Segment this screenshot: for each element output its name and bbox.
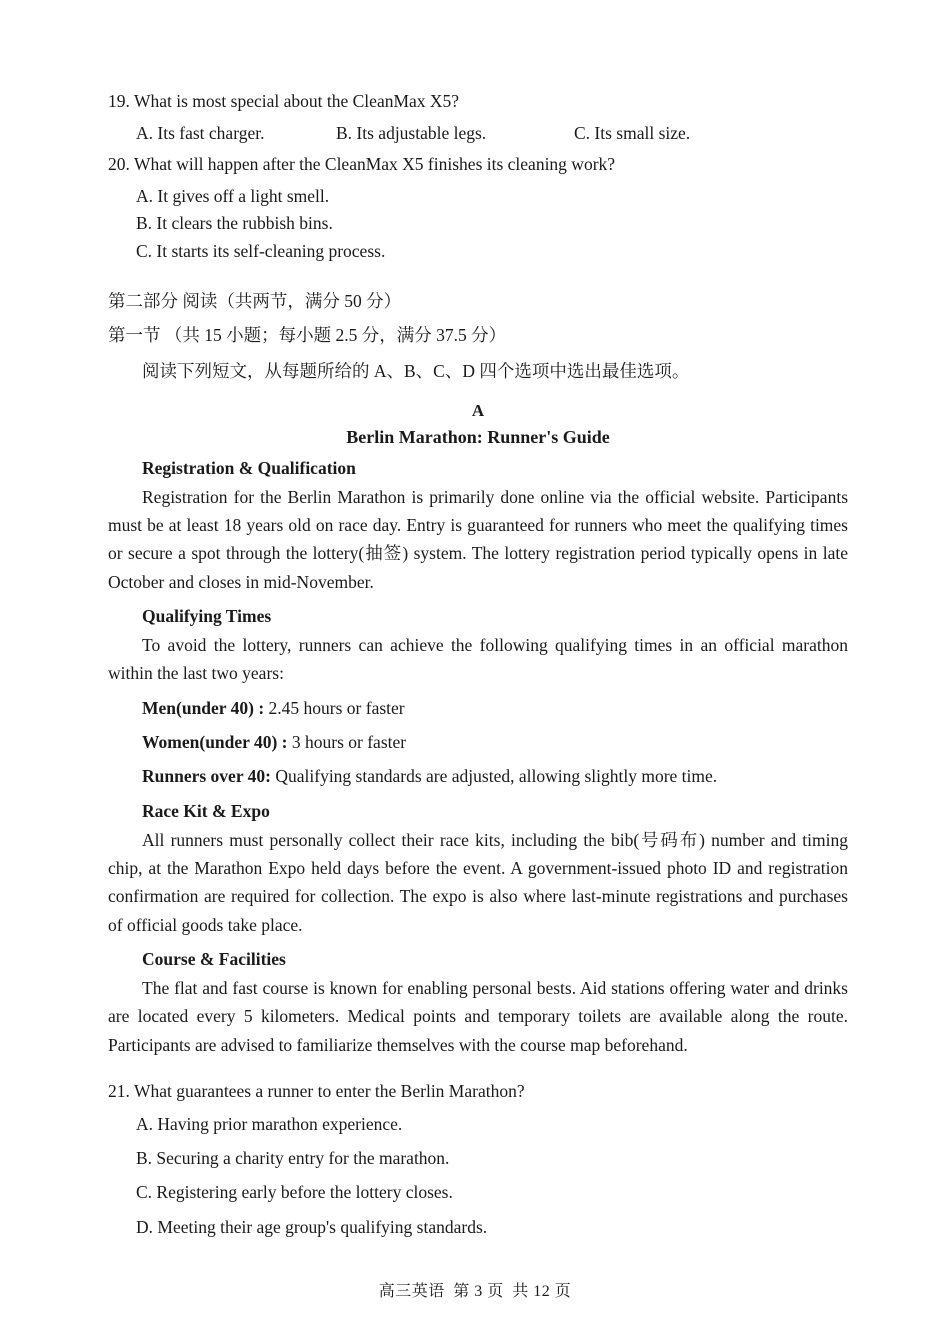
para-race-kit: All runners must personally collect their race kits, including the bib(号码布) number and timing chip, at the Marathon Expo held days before the event. A government-issued photo ID and registration confirmation are required for collection. The expo is also where last-minute registrations and purchases of official goods take place. [108, 829, 848, 935]
question-19-options [108, 119, 848, 143]
question-21-options [108, 1111, 848, 1241]
qualifying-label-over40: Runners over 40: [142, 766, 271, 787]
heading-qualifying-times: Qualifying Times [142, 606, 272, 626]
footer-page: 第 3 页 [453, 1283, 504, 1300]
question-19-option-c: C. Its small size. [574, 123, 691, 144]
qualifying-value-women: 3 hours or faster [291, 732, 407, 753]
footer-total: 共 12 页 [512, 1283, 572, 1300]
question-21-option-c: C. Registering early before the lottery closes. [136, 1182, 453, 1203]
passage-title: Berlin Marathon: Runner's Guide [346, 426, 610, 447]
qualifying-item-over40 [108, 762, 848, 790]
qualifying-label-men: Men(under 40) : [142, 697, 265, 718]
section-one-heading: 第一节 （共 15 小题；每小题 2.5 分，满分 37.5 分） [108, 324, 507, 345]
para-qualifying-times: To avoid the lottery, runners can achieve the following qualifying times in an official marathon within the last two years: [108, 635, 848, 684]
question-21-option-a: A. Having prior marathon experience. [136, 1114, 403, 1135]
qualifying-value-over40: Qualifying standards are adjusted, allowing slightly more time. [275, 766, 718, 787]
footer-subject: 高三英语 [378, 1283, 445, 1300]
question-19-number: 19. [108, 91, 130, 111]
question-21-text: What guarantees a runner to enter the Berlin Marathon? [133, 1081, 525, 1102]
para-registration: Registration for the Berlin Marathon is primarily done online via the official website. Participants must be at least 18 years old on race day. Entry is guaranteed for runners who meet the qualifying times or secure a spot through the lottery(抽签) system. The lottery registration period typically opens in late October and closes in mid-November. [108, 486, 848, 592]
qualifying-item-men [108, 694, 848, 722]
question-20-number: 20. [108, 154, 130, 175]
heading-race-kit: Race Kit & Expo [142, 800, 270, 821]
qualifying-label-women: Women(under 40) : [142, 732, 288, 753]
question-21-option-b: B. Securing a charity entry for the marathon. [136, 1148, 450, 1169]
page-footer [0, 1278, 950, 1301]
question-21-option-d: D. Meeting their age group's qualifying standards. [136, 1216, 488, 1237]
qualifying-value-men: 2.45 hours or faster [268, 697, 405, 718]
question-20-option-b: B. It clears the rubbish bins. [136, 213, 333, 234]
question-20-line [108, 151, 848, 178]
question-20-options [108, 183, 848, 264]
passage-letter: A [471, 400, 485, 420]
question-21-line [108, 1077, 848, 1105]
question-19-line [108, 88, 848, 115]
question-19-text: What is most special about the CleanMax X5? [133, 91, 460, 111]
heading-registration: Registration & Qualification [142, 457, 356, 478]
para-course: The flat and fast course is known for enabling personal bests. Aid stations offering water and drinks are located every 5 kilometers. Medical points and temporary toilets are available along the route. Participants are advised to familiarize themselves with the course map beforehand. [108, 978, 848, 1055]
question-21-number: 21. [108, 1081, 130, 1102]
question-19-option-a: A. Its fast charger. [136, 123, 265, 144]
question-20-option-c: C. It starts its self-cleaning process. [136, 240, 386, 261]
question-20-option-a: A. It gives off a light smell. [136, 186, 330, 207]
page-content [108, 88, 848, 1248]
question-20-text: What will happen after the CleanMax X5 finishes its cleaning work? [133, 154, 616, 175]
qualifying-item-women [108, 728, 848, 756]
heading-course: Course & Facilities [142, 949, 286, 970]
question-19-option-b: B. Its adjustable legs. [336, 123, 487, 144]
part-two-heading: 第二部分 阅读（共两节，满分 50 分） [108, 290, 402, 311]
section-instruction: 阅读下列短文，从每题所给的 A、B、C、D 四个选项中选出最佳选项。 [142, 360, 690, 381]
